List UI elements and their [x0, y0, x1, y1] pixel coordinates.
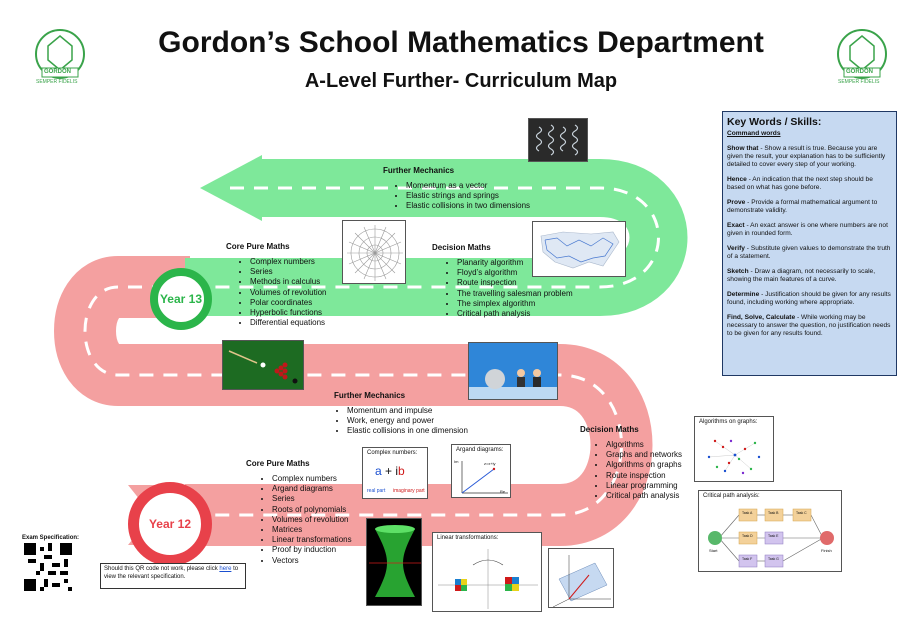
qr-code-icon [24, 543, 72, 591]
y12-corepure-list [258, 474, 352, 566]
key-word-term: Prove [727, 199, 746, 206]
y13-corepure-item: • Methods in calculus [250, 277, 327, 287]
snooker-balls-icon [223, 341, 304, 390]
y12-corepure-item: • Roots of polynomials [272, 505, 352, 515]
argand-im-label: Im [454, 459, 459, 464]
springs-icon [529, 119, 588, 162]
y13-mechanics-item: • Elastic collisions in two dimensions [406, 201, 530, 211]
y12-mechanics-title: Further Mechanics [334, 391, 406, 400]
y12-corepure-item: • Complex numbers [272, 474, 352, 484]
usa-tsp-map-image [532, 221, 626, 277]
task-a-label: Task A [742, 511, 753, 515]
logo-motto: SEMPER FIDELIS [36, 79, 78, 85]
task-f-label: Task F [742, 557, 753, 561]
spec-link[interactable]: here [219, 566, 232, 572]
transformation-grid-icon [433, 545, 542, 612]
real-part-label: real part [367, 488, 386, 494]
complex-numbers-caption: Complex numbers: [367, 450, 418, 456]
key-word-desc: - An exact answer is one where numbers are not given in rounded form. [727, 222, 888, 237]
y13-mechanics-list [392, 181, 530, 212]
y12-decision-item: • Critical path analysis [606, 491, 682, 501]
y12-decision-list [592, 440, 682, 501]
page-subtitle: A-Level Further- Curriculum Map [304, 70, 618, 92]
y12-corepure-item: • Linear transformations [272, 535, 352, 545]
y12-corepure-item: • Proof by induction [272, 545, 352, 555]
imaginary-part-label: imaginary part [393, 488, 425, 494]
y13-decision-item: • The travelling salesman problem [457, 289, 573, 299]
y13-mechanics-title: Further Mechanics [383, 166, 455, 175]
y12-mechanics-item: • Momentum and impulse [347, 406, 468, 416]
critical-path-finish-label: Finish [821, 548, 832, 553]
key-words-title: Key Words / Skills: [727, 116, 822, 128]
key-word-term: Exact [727, 222, 745, 229]
task-e-label: Task E [768, 534, 779, 538]
push-boulder-icon [469, 343, 558, 400]
y12-mechanics-item: • Work, energy and power [347, 416, 468, 426]
formula-a: a [375, 464, 382, 478]
argand-re-label: Re [500, 489, 506, 494]
qr-note [100, 563, 246, 589]
y13-corepure-item: • Differential equations [250, 318, 327, 328]
year12-badge: Year 12 [128, 482, 212, 566]
y13-corepure-list [236, 257, 327, 328]
logo-name: GORDON [44, 69, 71, 75]
y13-mechanics-item: • Momentum as a vector [406, 181, 530, 191]
key-word-entry [727, 222, 892, 238]
y12-mechanics-list [333, 406, 468, 437]
key-word-desc: - Draw a diagram, not necessarily to scale, showing the main features of a curve. [727, 268, 876, 283]
work-energy-image [468, 342, 558, 400]
y12-corepure-item: • Argand diagrams [272, 484, 352, 494]
y13-decision-item: • Planarity algorithm [457, 258, 573, 268]
key-word-desc: - While working may be necessary to answer the question, no justification needs to be given for any results found. [727, 314, 891, 337]
solid-revolution-icon [367, 519, 422, 606]
key-word-entry [727, 314, 892, 338]
algorithms-caption: Algorithms on graphs: [699, 419, 758, 425]
key-word-term: Show that [727, 145, 759, 152]
y13-corepure-item: • Complex numbers [250, 257, 327, 267]
y13-corepure-item: • Volumes of revolution [250, 288, 327, 298]
key-words-list [727, 145, 892, 338]
logo-name: GORDON [846, 69, 873, 75]
key-word-term: Determine [727, 291, 760, 298]
key-word-desc: - An indication that the next step should be based on what has gone before. [727, 176, 873, 191]
snooker-image [222, 340, 304, 390]
qr-note-text-end: to view the relevant specification. [104, 566, 239, 580]
y13-decision-title: Decision Maths [432, 243, 491, 252]
y12-corepure-item: • Series [272, 494, 352, 504]
key-word-entry [727, 245, 892, 261]
key-word-desc: - Substitute given values to demonstrate the truth of a statement. [727, 245, 891, 260]
y12-corepure-item: • Matrices [272, 525, 352, 535]
network-graph-icon [695, 427, 774, 482]
argand-z-label: z=x+iy [484, 461, 496, 466]
y12-mechanics-item: • Elastic collisions in one dimension [347, 426, 468, 436]
y12-decision-item: • Graphs and networks [606, 450, 682, 460]
y12-corepure-item: • Vectors [272, 556, 352, 566]
critical-path-caption: Critical path analysis: [703, 493, 760, 499]
command-words-subtitle: Command words [727, 130, 781, 137]
y12-decision-title: Decision Maths [580, 425, 639, 434]
y13-decision-item: • Critical path analysis [457, 309, 573, 319]
vectors-plane-image [548, 548, 614, 608]
3d-plane-icon [549, 549, 614, 608]
key-word-entry [727, 176, 892, 192]
argand-diagram-image [451, 444, 511, 498]
polar-grid-image [342, 220, 406, 284]
key-word-term: Sketch [727, 268, 749, 275]
key-word-desc: - Justification should be given for any results found, including working where appropriate. [727, 291, 891, 306]
polar-grid-icon [343, 221, 406, 284]
y13-decision-item: • The simplex algorithm [457, 299, 573, 309]
formula-plus: + i [381, 464, 399, 478]
linear-transformations-image [432, 532, 542, 612]
qr-code[interactable] [24, 543, 72, 591]
page-title: Gordon’s School Mathematics Department [158, 26, 764, 59]
y12-decision-item: • Route inspection [606, 471, 682, 481]
task-g-label: Task G [768, 557, 779, 561]
key-word-desc: - Provide a formal mathematical argument to demonstrate validity. [727, 199, 878, 214]
critical-path-image [698, 490, 842, 572]
linear-transformations-caption: Linear transformations: [437, 535, 499, 541]
y12-corepure-title: Core Pure Maths [246, 459, 310, 468]
key-word-entry [727, 291, 892, 307]
springs-image [528, 118, 588, 162]
key-words-panel [722, 111, 897, 376]
argand-caption: Argand diagrams: [456, 447, 504, 453]
y13-corepure-title: Core Pure Maths [226, 242, 290, 251]
key-word-entry [727, 268, 892, 284]
task-d-label: Task D [742, 534, 753, 538]
y13-corepure-item: • Hyperbolic functions [250, 308, 327, 318]
complex-formula [375, 464, 405, 478]
y13-decision-item: • Floyd’s algorithm [457, 268, 573, 278]
formula-b: b [398, 464, 405, 478]
task-c-label: Task C [796, 511, 807, 515]
y13-corepure-item: • Polar coordinates [250, 298, 327, 308]
key-word-entry [727, 145, 892, 169]
algorithms-graph-image [694, 416, 774, 482]
y12-corepure-item: • Volumes of revolution [272, 515, 352, 525]
critical-path-start-label: Start [709, 548, 718, 553]
year13-badge: Year 13 [150, 268, 212, 330]
key-word-term: Verify [727, 245, 745, 252]
volume-revolution-image [366, 518, 422, 606]
complex-numbers-image [362, 447, 428, 499]
map-route-icon [533, 222, 626, 277]
key-word-entry [727, 199, 892, 215]
key-word-term: Hence [727, 176, 747, 183]
y12-decision-item: • Linear programming [606, 481, 682, 491]
y13-mechanics-item: • Elastic strings and springs [406, 191, 530, 201]
task-b-label: Task B [768, 511, 779, 515]
key-word-desc: - Show a result is true. Because you are given the result, your explanation has to be sufficiently detailed to cover every step of your working. [727, 145, 886, 168]
y12-decision-item: • Algorithms [606, 440, 682, 450]
exam-spec-label: Exam Specification: [22, 535, 80, 541]
logo-motto: SEMPER FIDELIS [838, 79, 880, 85]
qr-note-text: Should this QR code not work, please click [104, 566, 220, 572]
y13-decision-item: • Route inspection [457, 278, 573, 288]
y12-decision-item: • Algorithms on graphs [606, 460, 682, 470]
key-word-term: Find, Solve, Calculate [727, 314, 796, 321]
y13-corepure-item: • Series [250, 267, 327, 277]
